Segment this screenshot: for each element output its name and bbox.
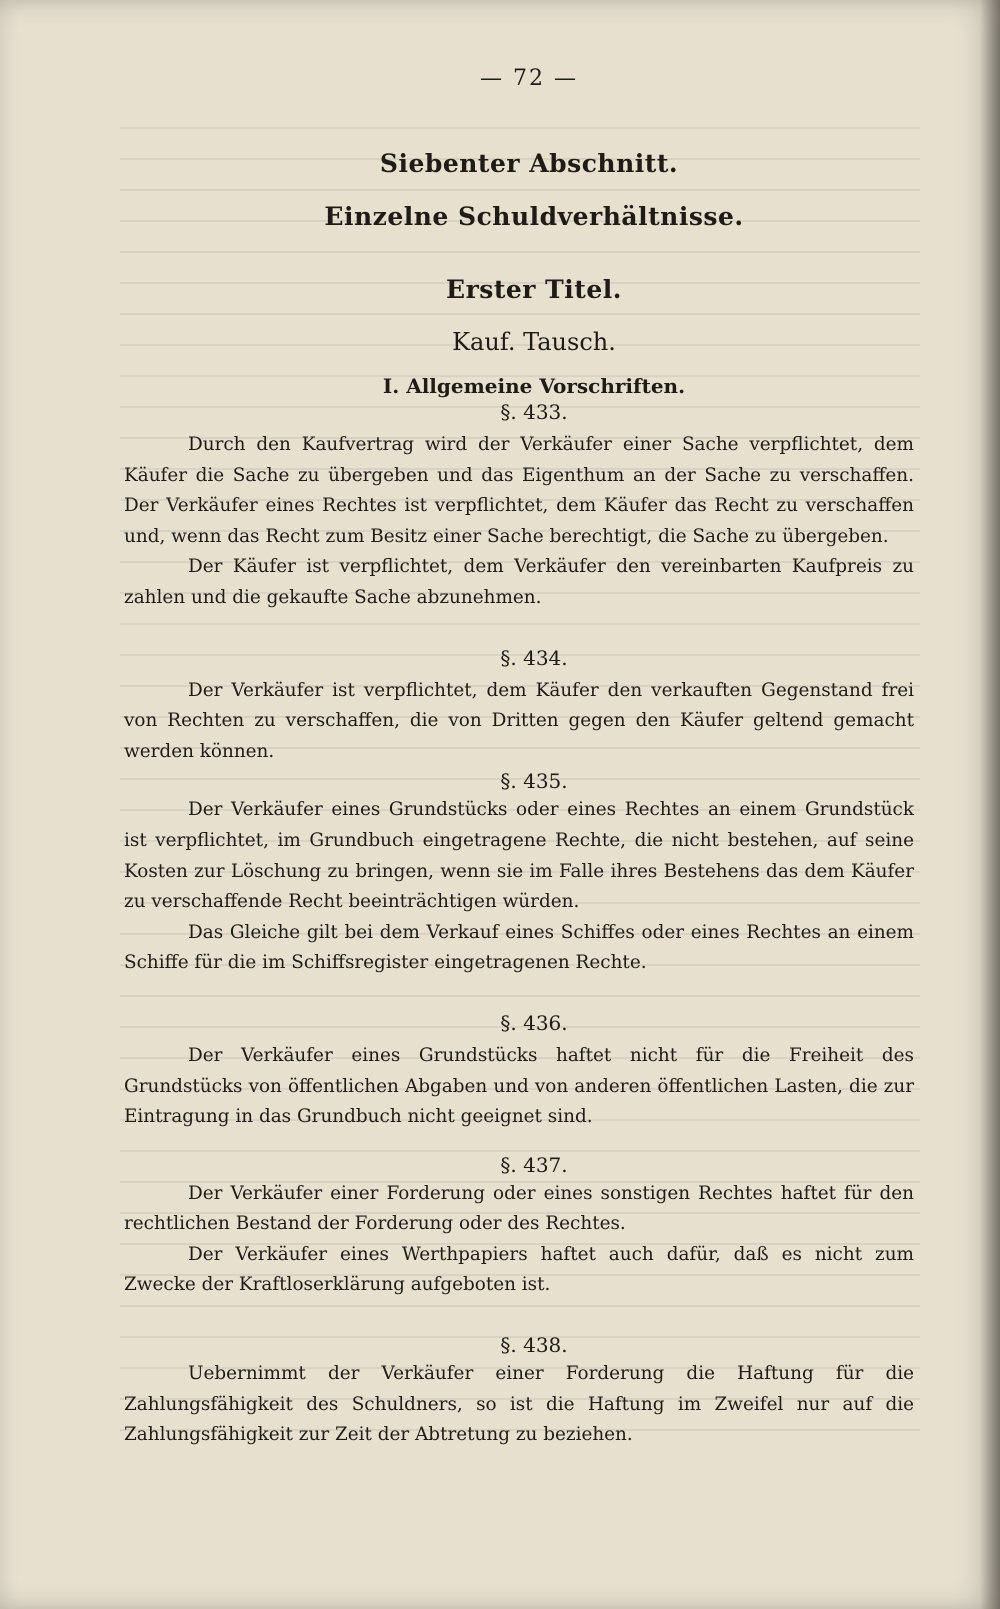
page-number: — 72 —: [480, 66, 578, 91]
paragraph-text: Durch den Kaufvertrag wird der Verkäufer einer Sache verpflichtet, dem Käufer die Sache zu übergeben und das Eigenthum an der Sache zu verschaffen. Der Verkäufer eines Rechtes ist verpflichtet, dem Käufer das Recht zu verschaffen und, wenn das Recht zum Besitz einer Sache berechtigt, die Sache zu übergeben.: [124, 434, 914, 547]
paragraph-number-436: §. 436.: [500, 1010, 568, 1035]
subject-heading: Kauf. Tausch.: [452, 328, 616, 356]
paragraph-number-435: §. 435.: [500, 769, 568, 794]
paragraph-number-437: §. 437.: [500, 1152, 568, 1177]
paragraph-text: Der Verkäufer eines Werthpapiers haftet auch dafür, daß es nicht zum Zwecke der Kraftloserklärung aufgeboten ist.: [124, 1243, 914, 1296]
paragraph-text: Der Verkäufer eines Grundstücks oder eines Rechtes an einem Grundstück ist verpflichtet, im Grundbuch eingetragene Rechte, die nicht bestehen, auf seine Kosten zur Löschung zu bringen, wenn sie im Falle ihres Bestehens das dem Käufer zu verschaffende Recht beeinträchtigen würden.: [124, 799, 914, 913]
paragraph-text: Der Verkäufer einer Forderung oder eines sonstigen Rechtes haftet für den rechtlichen Bestand der Forderung oder des Rechtes.: [124, 1182, 914, 1235]
page-edge-shadow: [980, 0, 1000, 1609]
paragraph-number-434: §. 434.: [500, 645, 568, 670]
paragraph-text: Uebernimmt der Verkäufer einer Forderung die Haftung für die Zahlungsfähigkeit des Schuldners, so ist die Haftung im Zweifel nur auf die Zahlungsfähigkeit zur Zeit der Abtretung zu beziehen.: [124, 1363, 914, 1446]
section-heading: Siebenter Abschnitt.: [379, 149, 679, 178]
paragraph-number-433: §. 433.: [500, 400, 568, 424]
page-content: [124, 66, 914, 1451]
title-heading: Erster Titel.: [446, 275, 622, 304]
chapter-title: Einzelne Schuldverhältnisse.: [324, 202, 744, 231]
paragraph-number-438: §. 438.: [500, 1333, 568, 1358]
paragraph-text: Der Verkäufer ist verpflichtet, dem Käufer den verkauften Gegenstand frei von Rechten zu verschaffen, die von Dritten gegen den Käufer geltend gemacht werden können.: [124, 679, 914, 762]
paragraph-text: Der Verkäufer eines Grundstücks haftet nicht für die Freiheit des Grundstücks von öffentlichen Abgaben und von anderen öffentlichen Lasten, die zur Eintragung in das Grundbuch nicht geeignet sind.: [124, 1044, 914, 1128]
paragraph-text: Der Käufer ist verpflichtet, dem Verkäufer den vereinbarten Kaufpreis zu zahlen und die gekaufte Sache abzunehmen.: [124, 556, 914, 608]
subsection-heading: I. Allgemeine Vorschriften.: [382, 374, 686, 398]
paragraph-text: Das Gleiche gilt bei dem Verkauf eines Schiffes oder eines Rechtes an einem Schiffe für die im Schiffsregister eingetragenen Rechte.: [124, 921, 914, 974]
